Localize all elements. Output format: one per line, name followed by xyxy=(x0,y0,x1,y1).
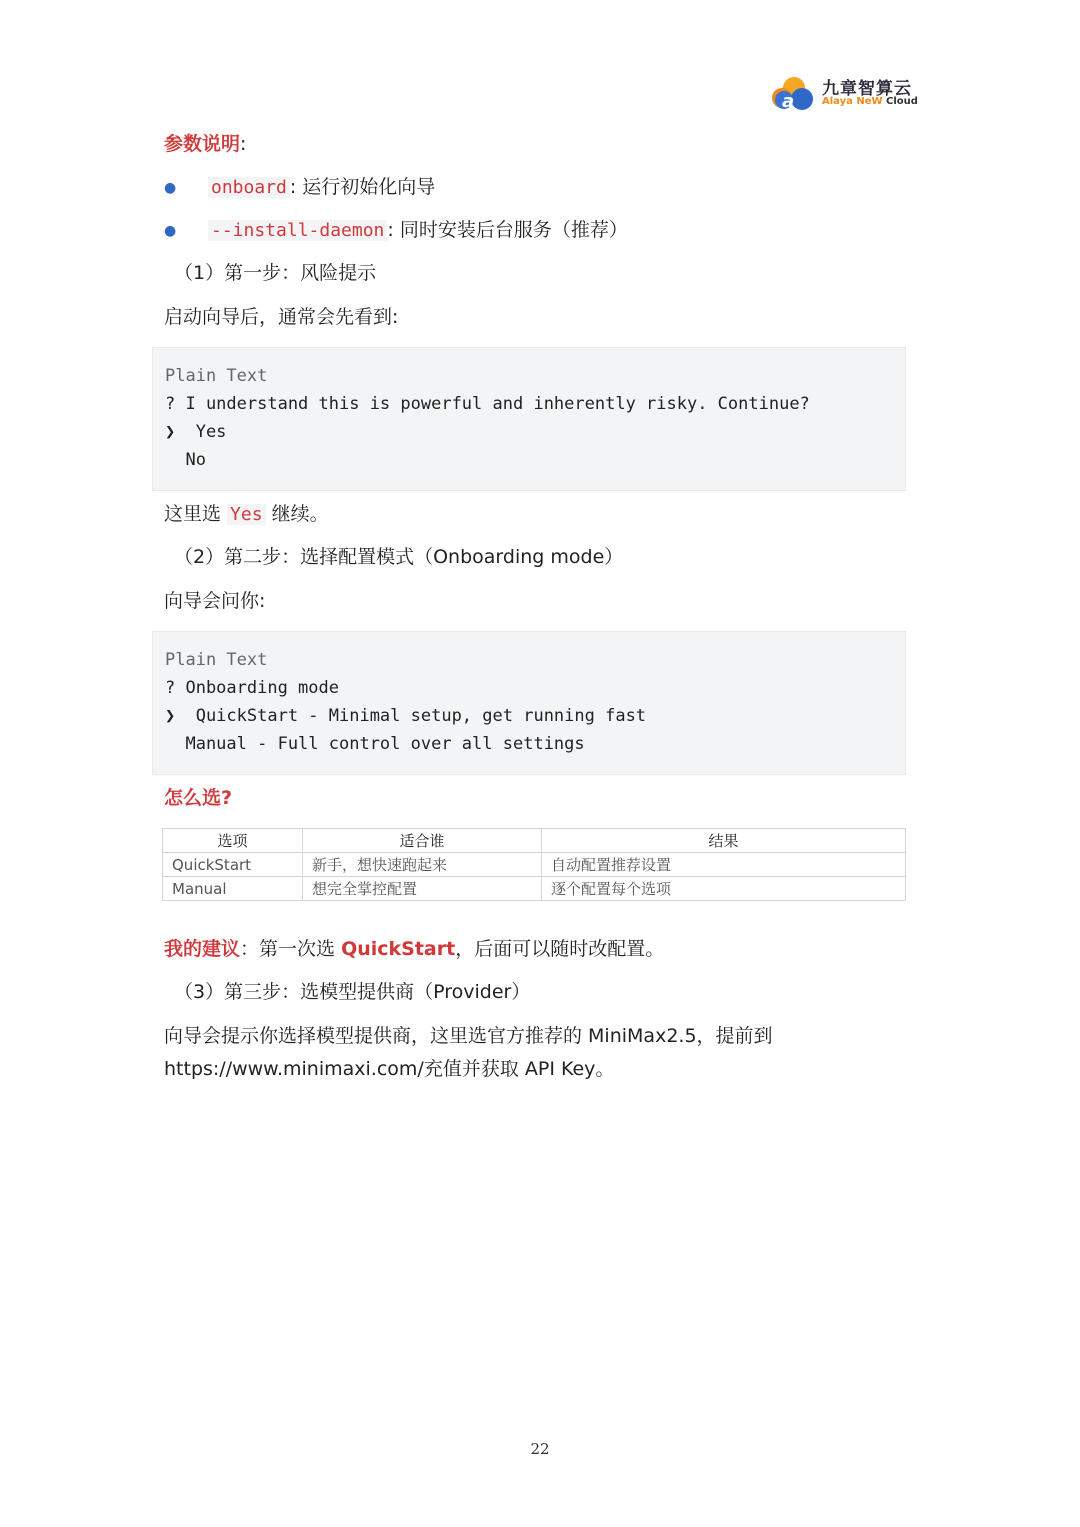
code-line: Manual - Full control over all settings xyxy=(165,734,585,754)
code-block-step1 xyxy=(152,347,906,491)
inline-code: --install-daemon xyxy=(208,220,387,241)
step1-after: 这里选 Yes 继续。 xyxy=(164,503,329,525)
logo-chinese-name: 九章智算云 xyxy=(822,79,912,99)
table-cell: QuickStart xyxy=(163,853,303,877)
step3-title: （3）第三步：选模型提供商（Provider） xyxy=(174,981,531,1003)
advice-label: 我的建议 xyxy=(164,938,241,960)
choose-heading: 怎么选? xyxy=(164,787,233,809)
advice-highlight: QuickStart xyxy=(341,938,456,960)
step1-title: （1）第一步：风险提示 xyxy=(174,262,377,284)
code-line: ? I understand this is powerful and inherently risky. Continue? xyxy=(165,394,810,414)
code-block-step2 xyxy=(152,631,906,775)
cloud-logo-icon xyxy=(770,74,816,112)
options-table xyxy=(162,828,906,901)
step3-line2: https://www.minimaxi.com/充值并获取 API Key。 xyxy=(164,1058,615,1080)
code-language-label: Plain Text xyxy=(165,650,268,670)
table-cell: 想完全掌控配置 xyxy=(303,877,542,901)
table-cell: 逐个配置每个选项 xyxy=(542,877,906,901)
bullet-dot: ● xyxy=(164,180,177,196)
code-line: ? Onboarding mode xyxy=(165,678,339,698)
table-header-cell: 适合谁 xyxy=(303,829,542,853)
table-cell: 新手，想快速跑起来 xyxy=(303,853,542,877)
table-cell: 自动配置推荐设置 xyxy=(542,853,906,877)
advice-paragraph: 我的建议：第一次选 QuickStart，后面可以随时改配置。 xyxy=(164,938,665,960)
inline-code: onboard xyxy=(208,177,290,198)
code-line: ❯ QuickStart - Minimal setup, get running fast xyxy=(165,706,647,726)
table-header-row xyxy=(163,829,906,853)
step3-line1: 向导会提示你选择模型提供商，这里选官方推荐的 MiniMax2.5，提前到 xyxy=(164,1025,773,1047)
step2-title: （2）第二步：选择配置模式（Onboarding mode） xyxy=(174,546,624,568)
code-language-label: Plain Text xyxy=(165,366,268,386)
code-line: No xyxy=(165,450,206,470)
table-row xyxy=(163,853,906,877)
param-item-install-daemon: --install-daemon : 同时安装后台服务（推荐） xyxy=(208,217,628,244)
step2-intro: 向导会问你: xyxy=(164,590,266,612)
page-number: 22 xyxy=(530,1440,550,1458)
table-header-cell: 选项 xyxy=(163,829,303,853)
logo-english-name: Alaya NeW Cloud xyxy=(822,96,918,107)
bullet-dot: ● xyxy=(164,223,177,239)
table-header-cell: 结果 xyxy=(542,829,906,853)
table-row xyxy=(163,877,906,901)
code-line: ❯ Yes xyxy=(165,422,227,442)
table-cell: Manual xyxy=(163,877,303,901)
param-item-onboard: onboard : 运行初始化向导 xyxy=(208,174,435,201)
svg-text:a: a xyxy=(782,91,795,112)
step1-intro: 启动向导后，通常会先看到: xyxy=(164,306,399,328)
params-heading: 参数说明: xyxy=(164,133,247,155)
inline-code: Yes xyxy=(227,504,266,525)
brand-logo xyxy=(770,72,918,112)
